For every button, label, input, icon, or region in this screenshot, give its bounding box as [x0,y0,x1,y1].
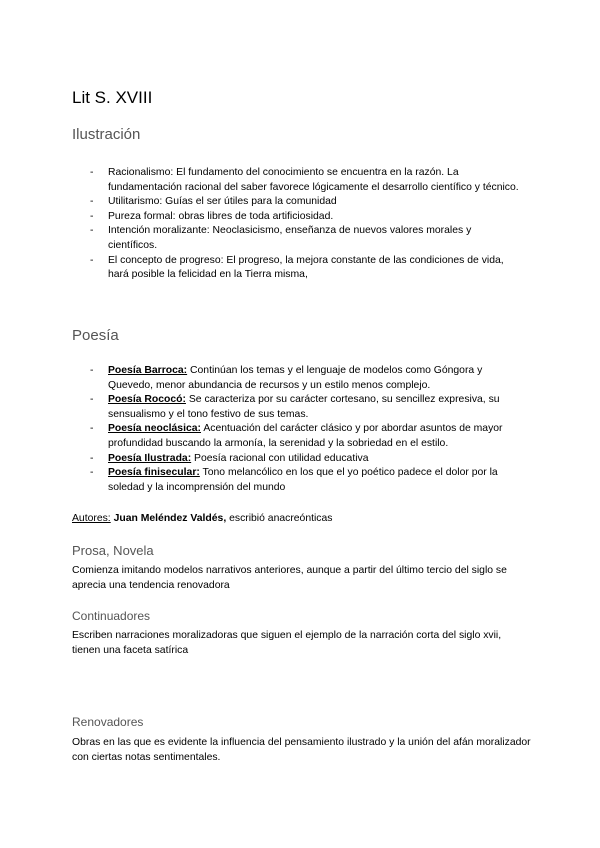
term-label: Poesía Ilustrada: [108,452,192,464]
autores-line [72,512,532,527]
list-item: - Poesía Rococó: Se caracteriza por su carácter cortesano, su sencillez expresiva, su sensualismo y el tono festivo de sus temas. [90,394,500,420]
list-item: - Utilitarismo: Guías el ser útiles para la comunidad [90,196,337,208]
list-item: - Poesía neoclásica: Acentuación del carácter clásico y por abordar asuntos de mayor profundidad buscando la armonía, la serenidad y la sobriedad en el estilo. [90,423,503,449]
list-item: - Pureza formal: obras libres de toda artificiosidad. [90,210,334,222]
ilustracion-list [90,166,520,283]
list-item-text: Se caracteriza por su carácter cortesano, su sencillez expresiva, su sensualismo y el tono festivo de sus temas. [108,394,500,420]
list-item: - Intención moralizante: Neoclasicismo, enseñanza de nuevos valores morales y científicos. [90,225,472,251]
term-label: Poesía Barroca: [108,365,188,376]
list-item-text: Intención moralizante: Neoclasicismo, enseñanza de nuevos valores morales y científicos. [108,225,472,251]
autor-name: Juan Meléndez Valdés, [113,513,227,524]
list-item-text: Pureza formal: obras libres de toda artificiosidad. [108,210,334,222]
term-label: Poesía finisecular: [108,467,200,479]
heading-prosa: Prosa, Novela [72,543,154,558]
heading-continuadores: Continuadores [72,609,151,623]
list-item-text: Utilitarismo: Guías el ser útiles para la comunidad [108,196,337,208]
list-item: - Poesía Barroca: Continúan los temas y el lenguaje de modelos como Góngora y Quevedo, menor abundancia de recursos y un estilo menos complejo. [90,365,483,391]
list-item-text: Racionalismo: El fundamento del conocimiento se encuentra en la razón. La fundamentación racional del saber favorece lógicamente el desarrollo científico y técnico. [108,167,519,193]
poesia-list [90,364,520,495]
list-item-text: Continúan los temas y el lenguaje de modelos como Góngora y Quevedo, menor abundancia de recursos y un estilo menos complejo. [108,365,483,391]
renovadores-text: Obras en las que es evidente la influencia del pensamiento ilustrado y la unión del afán moralizador con ciertas notas sentimentales. [72,737,531,763]
autor-detail: escribió anacreónticas [229,513,333,524]
heading-ilustracion: Ilustración [72,126,141,143]
list-item-text: El concepto de progreso: El progreso, la mejora constante de las condiciones de vida, hará posible la felicidad en la Tierra misma, [108,254,504,281]
list-item-text: Tono melancólico en los que el yo poético padece el dolor por la soledad y la incomprensión del mundo [108,467,498,493]
document-title: Lit S. XVIII [72,88,153,107]
list-item: - Racionalismo: El fundamento del conocimiento se encuentra en la razón. La fundamentación racional del saber favorece lógicamente el desarrollo científico y técnico. [90,167,519,193]
continuadores-text: Escriben narraciones moralizadoras que siguen el ejemplo de la narración corta del siglo xvii, tienen una faceta satírica [72,630,502,656]
autores-label: Autores: [72,513,111,524]
list-item-text: Poesía racional con utilidad educativa [194,452,369,464]
list-item: - El concepto de progreso: El progreso, la mejora constante de las condiciones de vida, hará posible la felicidad en la Tierra misma, [90,254,504,281]
list-item-text: Acentuación del carácter clásico y por abordar asuntos de mayor profundidad buscando la armonía, la serenidad y la sobriedad en el estilo. [108,423,503,449]
list-item: - Poesía finisecular: Tono melancólico en los que el yo poético padece el dolor por la soledad y la incomprensión del mundo [90,467,498,493]
prosa-text: Comienza imitando modelos narrativos anteriores, aunque a partir del último tercio del siglo se aprecia una tendencia renovadora [72,565,507,591]
heading-poesia: Poesía [72,327,119,344]
heading-renovadores: Renovadores [72,715,144,729]
term-label: Poesía neoclásica: [108,423,201,435]
term-label: Poesía Rococó: [108,394,186,406]
list-item: - Poesía Ilustrada: Poesía racional con utilidad educativa [90,452,369,464]
